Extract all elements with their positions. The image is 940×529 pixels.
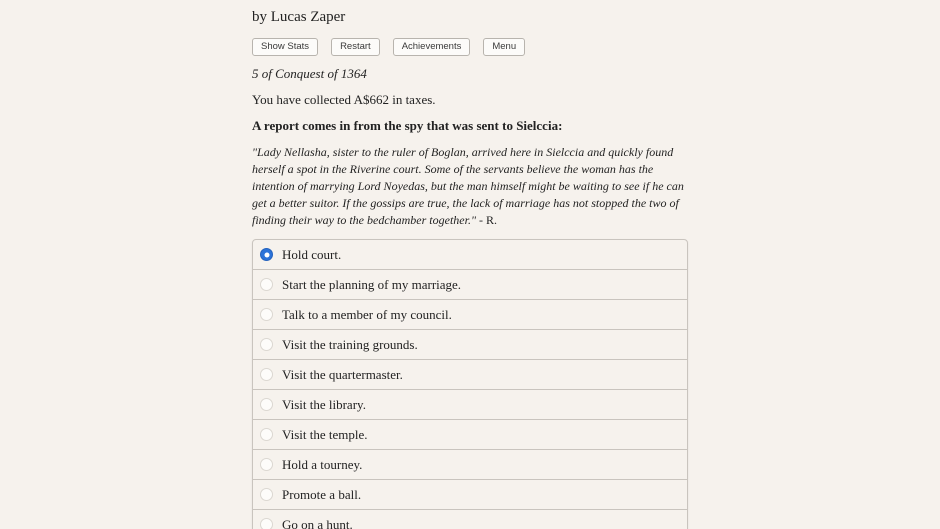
choice-label: Promote a ball.	[282, 486, 362, 502]
report-heading: A report comes in from the spy that was sent to Sielccia:	[252, 118, 563, 134]
show-stats-button[interactable]: Show Stats	[252, 38, 318, 56]
spy-report-paragraph	[252, 144, 688, 229]
choice-label: Visit the training grounds.	[282, 336, 418, 352]
radio-button[interactable]	[260, 248, 273, 261]
spy-report-quote: "Lady Nellasha, sister to the ruler of Boglan, arrived here in Sielccia and quickly found herself a spot in the Riverine court. Some of the servants believe the woman has the intention of marrying Lord Noyedas, but the man himself might be waiting to see if he can get a better suitor. If the gossips are true, the lack of marriage has not stopped the two of finding their way to the bedchamber together."	[252, 145, 684, 228]
radio-button[interactable]	[260, 458, 273, 471]
game-page	[252, 0, 688, 529]
achievements-button[interactable]: Achievements	[393, 38, 471, 56]
choice-row[interactable]	[253, 240, 687, 270]
choice-label: Talk to a member of my council.	[282, 306, 452, 322]
radio-button[interactable]	[260, 368, 273, 381]
radio-button[interactable]	[260, 518, 273, 529]
choice-row[interactable]	[253, 270, 687, 300]
taxes-status-text: You have collected A$662 in taxes.	[252, 92, 436, 108]
choice-label: Visit the temple.	[282, 426, 368, 442]
choice-row[interactable]	[253, 390, 687, 420]
menu-button[interactable]: Menu	[483, 38, 525, 56]
choice-row[interactable]	[253, 360, 687, 390]
choice-label: Visit the quartermaster.	[282, 366, 403, 382]
radio-button[interactable]	[260, 398, 273, 411]
choice-label: Visit the library.	[282, 396, 366, 412]
choice-label: Start the planning of my marriage.	[282, 276, 462, 292]
choices-list	[252, 239, 688, 529]
author-line: by Lucas Zaper	[252, 9, 346, 25]
choice-row[interactable]	[253, 510, 687, 529]
spy-report-attribution: - R.	[476, 213, 498, 228]
choice-row[interactable]	[253, 450, 687, 480]
restart-button[interactable]: Restart	[331, 38, 380, 56]
choice-label: Go on a hunt.	[282, 516, 353, 529]
choice-label: Hold a tourney.	[282, 456, 363, 472]
radio-button[interactable]	[260, 488, 273, 501]
radio-button[interactable]	[260, 338, 273, 351]
choice-label: Hold court.	[282, 246, 342, 262]
radio-button[interactable]	[260, 278, 273, 291]
chapter-progress: 5 of Conquest of 1364	[252, 66, 367, 82]
choice-row[interactable]	[253, 420, 687, 450]
toolbar	[252, 36, 688, 56]
choice-row[interactable]	[253, 480, 687, 510]
radio-button[interactable]	[260, 428, 273, 441]
choice-row[interactable]	[253, 330, 687, 360]
radio-button[interactable]	[260, 308, 273, 321]
choice-row[interactable]	[253, 300, 687, 330]
